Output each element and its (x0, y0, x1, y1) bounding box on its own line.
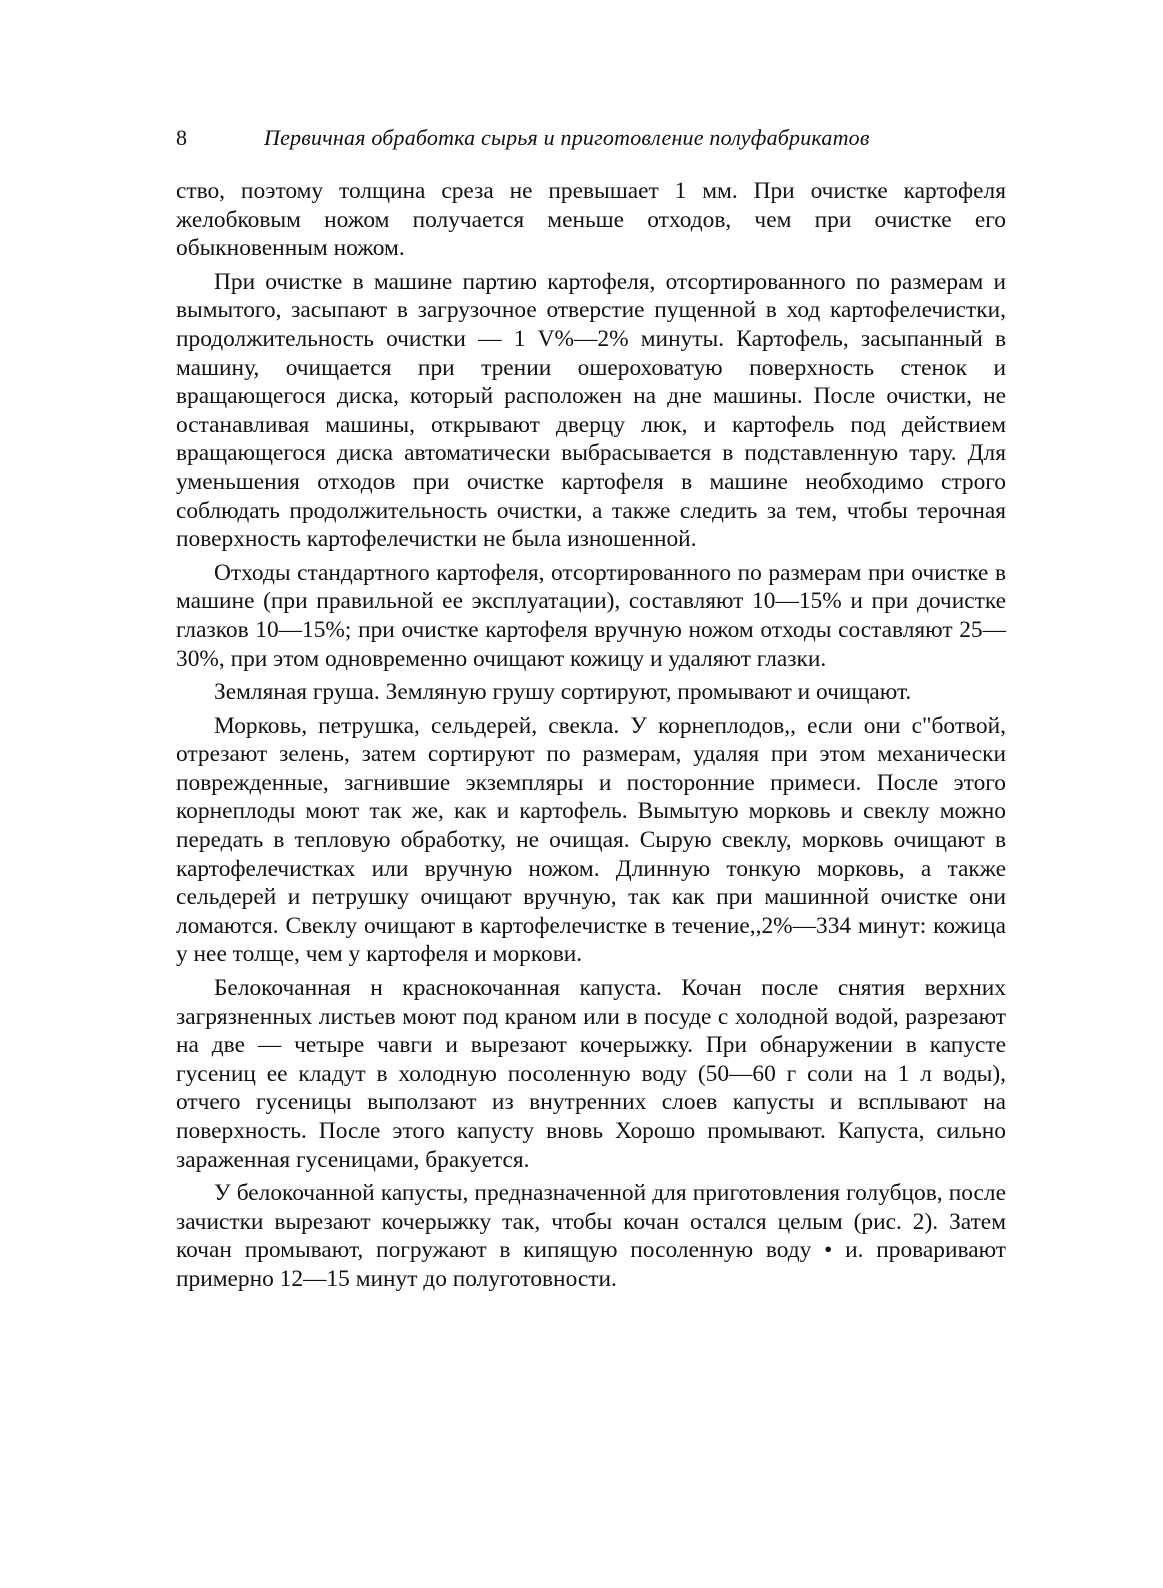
paragraph: Земляная груша. Земляную грушу сортируют, промывают и очищают. (214, 679, 912, 706)
running-title: Первичная обработка сырья и приготовление полуфабрикатов (264, 125, 870, 150)
paragraph: Белокочанная н краснокочанная капуста. Кочан после снятия верхних загрязненных листьев моют под краном или в посуде с холодной водой, разрезают на две — четыре чавги и вырезают кочерыжку. При обнаружении в капусте гусениц ее кладут в холодную посоленную воду (50—60 г соли на 1 л воды), отчего гусеницы выползают из внутренних слоев капусты и всплывают на поверхность. После этого капусту вновь Хорошо промывают. Капуста, сильно зараженная гусеницами, бракуется. (176, 975, 1006, 1173)
page-number: 8 (176, 125, 187, 150)
paragraph: ство, поэтому толщина среза не превышает 1 мм. При очистке картофеля желобковым ножом получается меньше отходов, чем при очистке его обыкновенным ножом. (176, 178, 1006, 262)
body-text (176, 177, 1006, 1294)
paragraph: Отходы стандартного картофеля, отсортированного по размерам при очистке в машине (при правильной ее эксплуатации), составляют 10—15% и при дочистке глазков 10—15%; при очистке картофеля вручную ножом отходы составляют 25—30%, при этом одновременно очищают кожицу и удаляют глазки. (176, 559, 1006, 672)
paragraph: У белокочанной капусты, предназначенной для приготовления голубцов, после зачистки вырезают кочерыжку так, чтобы кочан остался целым (рис. 2). Затем кочан промывают, погружают в кипящую посоленную воду • и. проваривают примерно 12—15 минут до полуготовности. (176, 1180, 1006, 1292)
paragraph: При очистке в машине партию картофеля, отсортированного по размерам и вымытого, засыпают в загрузочное отверстие пущенной в ход картофелечистки, продолжительность очистки — 1 V%—2% минуты. Картофель, засыпанный в машину, очищается при трении ошероховатую поверхность стенок и вращающегося диска, который расположен на дне машины. После очистки, не останавливая машины, открывают дверцу люк, и картофель под действием вращающегося диска автоматически выбрасывается в подставленную тару. Для уменьшения отходов при очистке картофеля в машине необходимо строго соблюдать продолжительность очистки, а также следить за тем, чтобы терочная поверхность картофелечистки не была изношенной. (176, 268, 1006, 553)
paragraph: Морковь, петрушка, сельдерей, свекла. У корнеплодов,, если они с"ботвой, отрезают зелень, затем сортируют по размерам, удаляя при этом механически поврежденные, загнившие экземпляры и посторонние примеси. После этого корнеплоды моют так же, как и картофель. Вымытую морковь и свеклу можно передать в тепловую обработку, не очищая. Сырую свеклу, морковь очищают в картофелечистках или вручную ножом. Длинную тонкую морковь, а также сельдерей и петрушку очищают вручную, так как при машинной очистке они ломаются. Свеклу очищают в картофелечистке в течение,,2%—334 минут: кожица у нее толще, чем у картофеля и моркови. (176, 712, 1006, 968)
